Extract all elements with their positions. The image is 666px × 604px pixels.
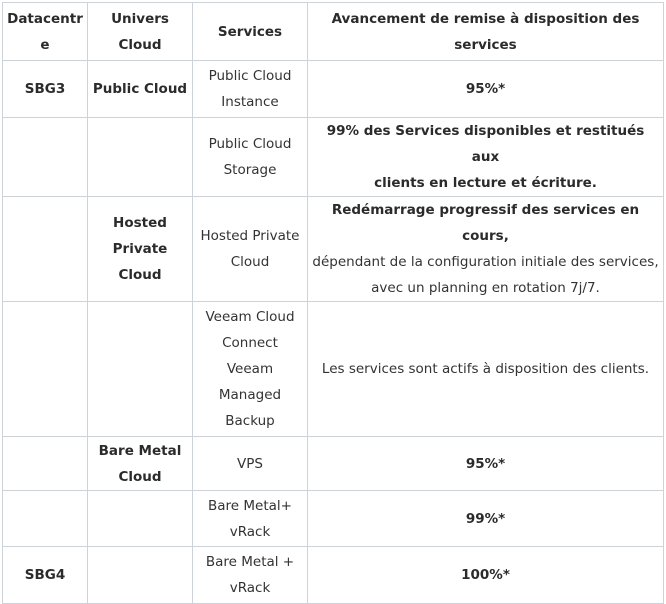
cell-univers: [88, 118, 193, 197]
avancement-line-2: dépendant de la configuration initiale des services,: [312, 254, 659, 270]
table-row: [3, 197, 664, 302]
services-line-2: Storage: [223, 162, 277, 178]
avancement-line-2: clients en lecture et écriture.: [374, 175, 597, 191]
table-row: [3, 437, 664, 491]
univers-line-2: Cloud: [118, 468, 162, 485]
services-line-2: Instance: [221, 94, 279, 110]
cell-services: [193, 118, 308, 197]
services-line-2: vRack: [229, 523, 271, 540]
cell-datacentre: [3, 118, 88, 197]
services-line-4: Managed: [218, 387, 282, 403]
header-univers-cloud: [88, 3, 193, 61]
avancement-line-1: 99% des Services disponibles et restitués aux: [326, 123, 645, 165]
cell-avancement: [308, 197, 664, 302]
cell-avancement: Les services sont actifs à disposition des clients.: [308, 302, 664, 437]
table-row: [3, 118, 664, 197]
services-line-3: Veeam: [226, 361, 274, 377]
univers-line-2: Private Cloud: [112, 241, 168, 283]
table-row: [3, 547, 664, 604]
header-avancement: Avancement de remise à disposition des services: [308, 3, 664, 61]
table-row: [3, 491, 664, 547]
avancement-line-1: Redémarrage progressif des services en cours,: [331, 202, 640, 244]
cell-datacentre: [3, 302, 88, 437]
cell-univers: [88, 547, 193, 604]
cell-services: [193, 547, 308, 604]
cell-datacentre: [3, 197, 88, 302]
table-row: [3, 61, 664, 118]
table-row: [3, 302, 664, 437]
services-line-1: Veeam Cloud: [205, 309, 295, 325]
header-services: Services: [193, 3, 308, 61]
univers-line-1: Bare Metal: [98, 442, 182, 459]
cell-services: [193, 61, 308, 118]
services-line-1: Hosted Private: [200, 228, 300, 244]
services-line-2: Cloud: [230, 254, 270, 270]
cell-services: VPS: [193, 437, 308, 491]
cell-services: [193, 491, 308, 547]
cell-avancement: 95%*: [308, 437, 664, 491]
cell-univers: [88, 437, 193, 491]
cell-datacentre: SBG3: [3, 61, 88, 118]
cell-univers: [88, 302, 193, 437]
cell-univers: [88, 491, 193, 547]
services-line-1: Bare Metal +: [205, 554, 295, 570]
services-line-2: vRack: [229, 580, 271, 596]
avancement-line-3: avec un planning en rotation 7j/7.: [371, 280, 600, 296]
header-univers-line-1: Univers: [111, 10, 169, 27]
cell-avancement: 95%*: [308, 61, 664, 118]
services-line-1: Bare Metal+: [208, 497, 292, 514]
cell-datacentre: [3, 491, 88, 547]
cell-avancement: 99%*: [308, 491, 664, 547]
cell-univers: [88, 197, 193, 302]
services-line-5: Backup: [225, 413, 275, 429]
cell-univers: Public Cloud: [88, 61, 193, 118]
header-datacentre: Datacentre: [3, 3, 88, 61]
services-line-1: Public Cloud: [208, 68, 292, 84]
cell-services: [193, 197, 308, 302]
cell-services: [193, 302, 308, 437]
cell-avancement: 100%*: [308, 547, 664, 604]
univers-line-1: Hosted: [113, 215, 167, 231]
service-status-table: [2, 2, 664, 604]
header-univers-line-2: Cloud: [118, 36, 162, 53]
table-header-row: [3, 3, 664, 61]
cell-datacentre: [3, 437, 88, 491]
cell-datacentre: SBG4: [3, 547, 88, 604]
services-line-2: Connect: [222, 335, 278, 351]
cell-avancement: [308, 118, 664, 197]
services-line-1: Public Cloud: [208, 136, 292, 152]
